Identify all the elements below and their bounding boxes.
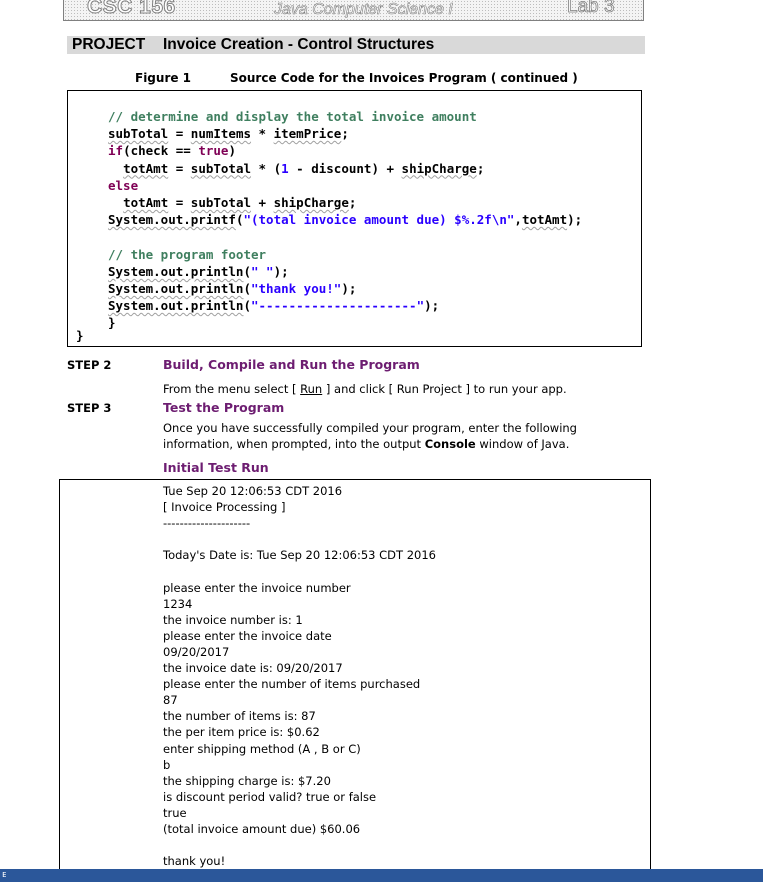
- step-3-label: STEP 3: [67, 401, 112, 415]
- console-line: the shipping charge is: $7.20: [163, 773, 331, 788]
- console-line: please enter the number of items purchased: [163, 677, 421, 692]
- step-2-title: Build, Compile and Run the Program: [163, 357, 420, 372]
- table-tick: [59, 562, 60, 574]
- code-line: totAmt = subTotal + shipCharge;: [123, 195, 357, 211]
- step-3-instructions: Once you have successfully compiled your program, enter the following information, when prompted, into the output Console window of Java.: [163, 421, 577, 451]
- menu-run-ref: Run: [300, 382, 323, 396]
- source-code-box: [67, 90, 642, 347]
- console-line: the invoice date is: 09/20/2017: [163, 661, 343, 676]
- status-bar: [0, 869, 763, 882]
- console-line: enter shipping method (A , B or C): [163, 741, 361, 756]
- console-line: is discount period valid? true or false: [163, 789, 377, 804]
- console-line: [ Invoice Processing ]: [163, 500, 286, 515]
- code-line: }: [108, 315, 116, 331]
- project-title-bar: [67, 36, 645, 54]
- console-line: true: [163, 805, 187, 820]
- code-line: System.out.println(" ");: [108, 263, 289, 279]
- console-output-box: [59, 479, 651, 879]
- table-tick: [650, 562, 651, 574]
- code-block: [108, 108, 582, 332]
- step-3-title: Test the Program: [163, 400, 285, 415]
- table-tick: [59, 720, 60, 732]
- code-line: System.out.println("---------------------");: [108, 298, 440, 314]
- code-line: // determine and display the total invoice amount: [108, 109, 477, 124]
- step-2-label: STEP 2: [67, 358, 112, 372]
- console-line: please enter the invoice date: [163, 628, 332, 643]
- code-line: if(check == true): [108, 143, 236, 159]
- step-2-instructions: From the menu select [ Run ] and click [ Run Project ] to run your app.: [163, 382, 567, 396]
- console-line: Tue Sep 20 12:06:53 CDT 2016: [163, 484, 343, 498]
- console-line: the number of items is: 87: [163, 709, 316, 724]
- figure-label: Figure 1: [135, 71, 192, 85]
- console-line: 87: [163, 693, 178, 708]
- console-line: the invoice number is: 1: [163, 612, 303, 627]
- console-line: thank you!: [163, 854, 226, 869]
- code-line: System.out.println("thank you!");: [108, 281, 357, 297]
- code-line: // the program footer: [108, 246, 267, 262]
- console-line: 1234: [163, 596, 193, 611]
- course-code: CSC 156: [87, 0, 176, 18]
- console-line: (total invoice amount due) $60.06: [163, 821, 361, 836]
- console-line: please enter the invoice number: [163, 580, 351, 595]
- console-line: the per item price is: $0.62: [163, 725, 320, 740]
- figure-caption: Source Code for the Invoices Program ( continued ): [230, 71, 578, 85]
- project-name: Invoice Creation - Control Structures: [163, 36, 435, 53]
- status-bar-glyph: ᴇ: [2, 870, 7, 880]
- console-line: Today's Date is: Tue Sep 20 12:06:53 CDT 2016: [163, 548, 436, 563]
- console-line: ---------------------: [163, 516, 251, 531]
- console-word: Console: [424, 437, 476, 451]
- console-line: b: [163, 757, 171, 772]
- console-output: [163, 483, 436, 869]
- test-run-title: Initial Test Run: [163, 460, 269, 475]
- code-line: totAmt = subTotal * (1 - discount) + shipCharge;: [123, 160, 485, 176]
- code-line: System.out.printf("(total invoice amount due) $%.2f\n",totAmt);: [108, 212, 583, 228]
- table-tick: [650, 720, 651, 732]
- code-line: subTotal = numItems * itemPrice;: [108, 126, 349, 142]
- closing-brace: }: [76, 328, 84, 343]
- project-label: PROJECT: [72, 36, 146, 53]
- course-title: Java Computer Science I: [274, 1, 453, 18]
- page-header: [63, 0, 644, 21]
- console-line: 09/20/2017: [163, 644, 230, 659]
- lab-number: Lab 3: [567, 0, 615, 17]
- code-line: else: [108, 177, 139, 193]
